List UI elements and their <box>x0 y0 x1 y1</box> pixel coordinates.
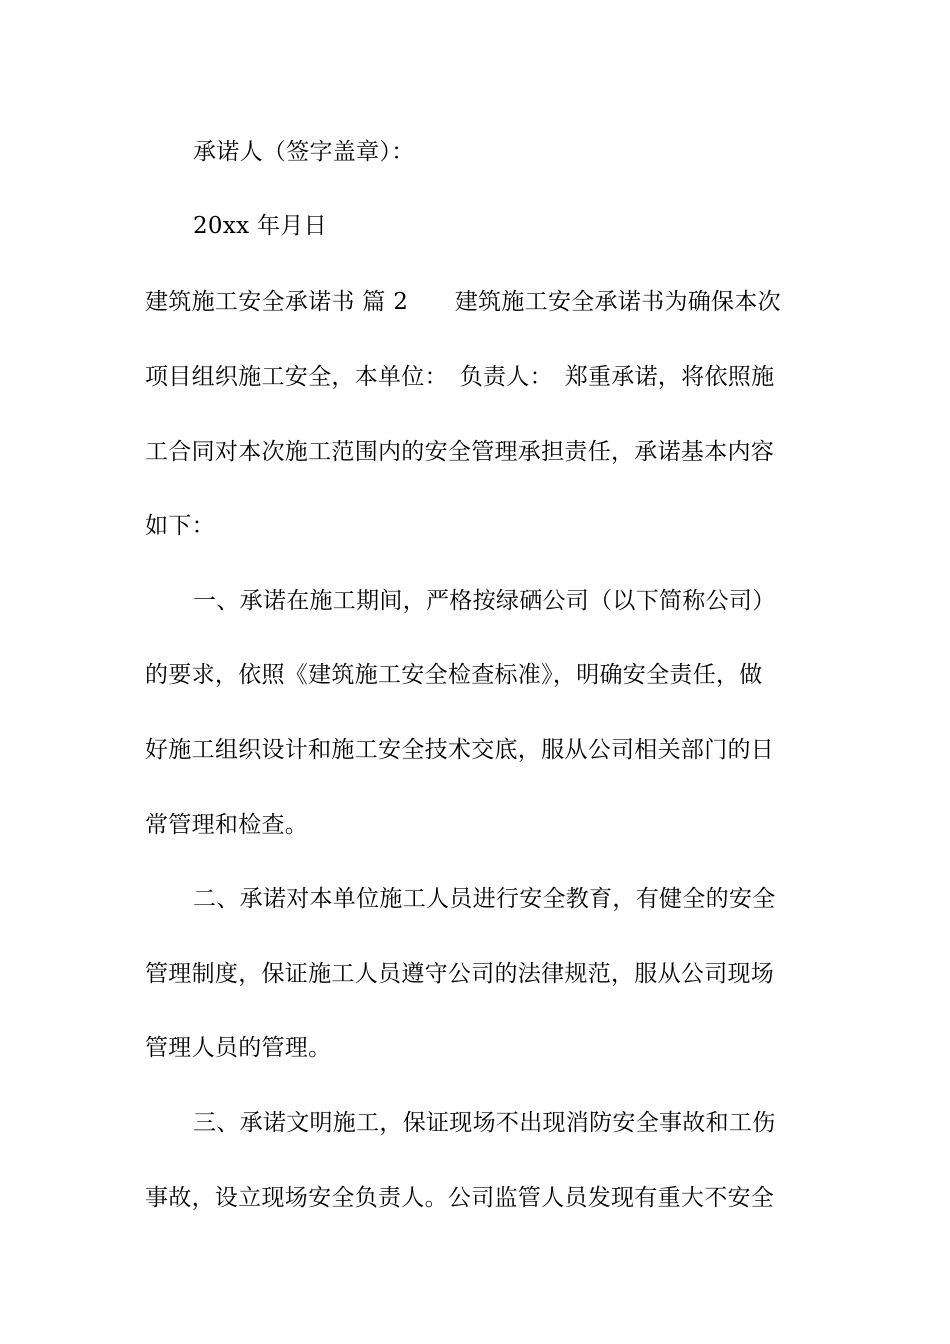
paragraph-line: 好施工组织设计和施工安全技术交底，服从公司相关部门的日 <box>145 737 775 763</box>
paragraph-line: 事故，设立现场安全负责人。公司监管人员发现有重大不安全 <box>145 1185 775 1211</box>
paragraph-line: 常管理和检查。 <box>145 812 309 838</box>
paragraph-line: 工合同对本次施工范围内的安全管理承担责任，承诺基本内容 <box>145 439 775 465</box>
paragraph-line: 三、承诺文明施工，保证现场不出现消防安全事故和工伤 <box>193 1110 776 1136</box>
date-line: 20xx 年月日 <box>193 213 327 239</box>
paragraph-line: 二、承诺对本单位施工人员进行安全教育，有健全的安全 <box>193 886 776 912</box>
paragraph-line: 一、承诺在施工期间，严格按绿硒公司（以下简称公司） <box>193 588 776 614</box>
paragraph-line: 管理制度，保证施工人员遵守公司的法律规范，服从公司现场 <box>145 961 775 987</box>
paragraph-line: 如下： <box>145 513 215 539</box>
paragraph-line: 管理人员的管理。 <box>145 1035 332 1061</box>
paragraph-line: 的要求，依照《建筑施工安全检查标准》，明确安全责任，做 <box>145 662 763 688</box>
signature-line: 承诺人（签字盖章）： <box>193 139 415 165</box>
section-heading-line: 建筑施工安全承诺书 篇 2 建筑施工安全承诺书为确保本次 <box>145 289 781 315</box>
paragraph-line: 项目组织施工安全，本单位： 负责人： 郑重承诺，将依照施 <box>145 364 775 390</box>
